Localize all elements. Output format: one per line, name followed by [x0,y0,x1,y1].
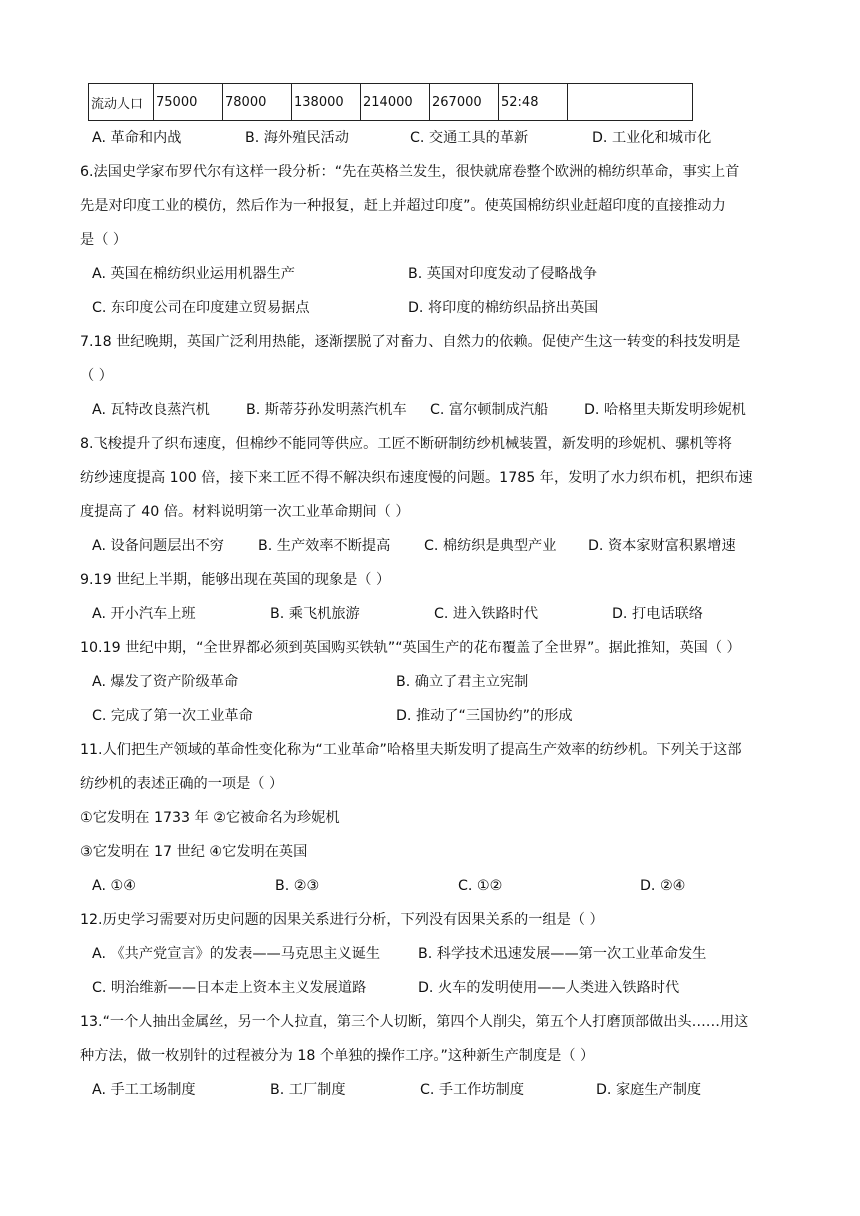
q8-option-c: C. 棉纺织是典型产业 [424,538,557,554]
q13-option-a: A. 手工工场制度 [92,1082,196,1098]
q11-stem-line: 纺纱机的表述正确的一项是（ ） [80,776,284,792]
q8-option-b: B. 生产效率不断提高 [258,538,391,554]
q6-stem-line: 是（ ） [80,232,128,248]
q9-option-d: D. 打电话联络 [612,606,703,622]
q6-stem-line: 6.法国史学家布罗代尔有这样一段分析：“先在英格兰发生，很快就席卷整个欧洲的棉纺织革命，事实上首 [80,164,740,180]
q11-option-d: D. ②④ [640,878,686,894]
q7-stem-line: 7.18 世纪晚期，英国广泛利用热能，逐渐摆脱了对畜力、自然力的依赖。促使产生这一转变的科技发明是 [80,334,741,350]
table-cell: 52:48 [499,84,568,121]
q11-option-c: C. ①② [458,878,503,894]
q10-stem-line: 10.19 世纪中期，“全世界都必须到英国购买铁轨”“英国生产的花布覆盖了全世界”。据此推知，英国（ ） [80,640,741,656]
q12-stem-line: 12.历史学习需要对历史问题的因果关系进行分析，下列没有因果关系的一组是（ ） [80,912,604,928]
q11-option-a: A. ①④ [92,878,136,894]
q11-stem-line: 11.人们把生产领域的革命性变化称为“工业革命”哈格里夫斯发明了提高生产效率的纺纱机。下列关于这部 [80,742,742,758]
q10-option-d: D. 推动了“三国协约”的形成 [396,708,573,724]
q7-stem-line: （ ） [80,368,113,384]
q8-stem-line: 纺纱速度提高 100 倍，接下来工匠不得不解决织布速度慢的问题。1785 年，发明了水力织布机，把织布速 [80,470,753,486]
q11-statement-line: ③它发明在 17 世纪 ④它发明在英国 [80,844,308,860]
q11-option-b: B. ②③ [275,878,320,894]
q10-option-a: A. 爆发了资产阶级革命 [92,674,239,690]
table-cell: 78000 [223,84,292,121]
q6-option-a: A. 英国在棉纺织业运用机器生产 [92,266,295,282]
q6-stem-line: 先是对印度工业的模仿，然后作为一种报复，赶上并超过印度”。使英国棉纺织业赶超印度的直接推动力 [80,198,726,214]
q13-option-d: D. 家庭生产制度 [596,1082,702,1098]
q13-stem-line: 种方法，做一枚别针的过程被分为 18 个单独的操作工序。”这种新生产制度是（ ） [80,1048,595,1064]
q6-option-c: C. 东印度公司在印度建立贸易据点 [92,300,310,316]
q7-option-b: B. 斯蒂芬孙发明蒸汽机车 [246,402,407,418]
table-cell [568,84,693,121]
q13-stem-line: 13.“一个人抽出金属丝，另一个人拉直，第三个人切断，第四个人削尖，第五个人打磨顶部做出头……用这 [80,1014,749,1030]
q7-option-c: C. 富尔顿制成汽船 [430,402,549,418]
q12-option-d: D. 火车的发明使用——人类进入铁路时代 [418,980,680,996]
q5-option-a: A. 革命和内战 [92,130,182,146]
q8-option-d: D. 资本家财富积累增速 [588,538,736,554]
q6-option-d: D. 将印度的棉纺织品挤出英国 [408,300,599,316]
table-cell: 138000 [292,84,361,121]
q8-stem-line: 度提高了 40 倍。材料说明第一次工业革命期间（ ） [80,504,410,520]
q11-statement-line: ①它发明在 1733 年 ②它被命名为珍妮机 [80,810,340,826]
q9-option-b: B. 乘飞机旅游 [270,606,360,622]
q5-option-d: D. 工业化和城市化 [592,130,712,146]
table-cell: 75000 [154,84,223,121]
q5-option-b: B. 海外殖民活动 [245,130,349,146]
table-cell: 267000 [430,84,499,121]
q5-option-c: C. 交通工具的革新 [410,130,529,146]
q9-stem-line: 9.19 世纪上半期，能够出现在英国的现象是（ ） [80,572,391,588]
table-row [89,84,693,121]
population-table [88,83,693,121]
q12-option-b: B. 科学技术迅速发展——第一次工业革命发生 [418,946,707,962]
q9-option-c: C. 进入铁路时代 [434,606,539,622]
q12-option-a: A. 《共产党宣言》的发表——马克思主义诞生 [92,946,381,962]
q8-option-a: A. 设备问题层出不穷 [92,538,224,554]
q9-option-a: A. 开小汽车上班 [92,606,196,622]
table-cell: 214000 [361,84,430,121]
q7-option-d: D. 哈格里夫斯发明珍妮机 [584,402,746,418]
q8-stem-line: 8.飞梭提升了织布速度，但棉纱不能同等供应。工匠不断研制纺纱机械装置，新发明的珍妮机、骡机等将 [80,436,732,452]
q7-option-a: A. 瓦特改良蒸汽机 [92,402,210,418]
q6-option-b: B. 英国对印度发动了侵略战争 [408,266,598,282]
q10-option-b: B. 确立了君主立宪制 [396,674,529,690]
q13-option-b: B. 工厂制度 [270,1082,346,1098]
q12-option-c: C. 明治维新——日本走上资本主义发展道路 [92,980,367,996]
q13-option-c: C. 手工作坊制度 [420,1082,525,1098]
q10-option-c: C. 完成了第一次工业革命 [92,708,253,724]
table-cell: 流动人口 [89,84,154,121]
